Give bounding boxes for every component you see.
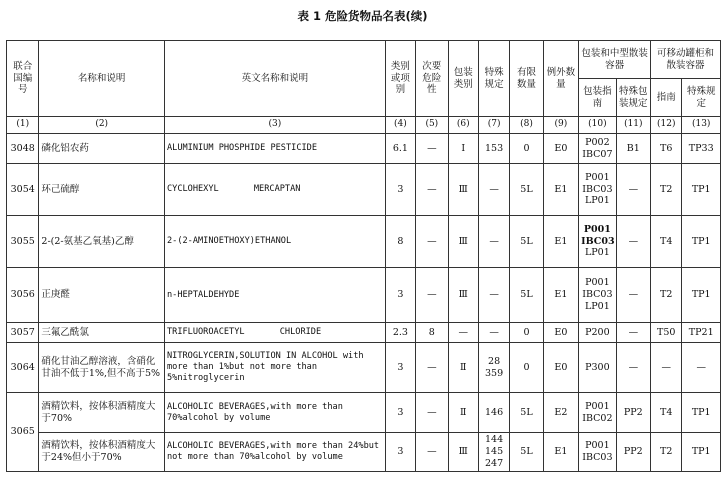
class-cell: 8 — [385, 216, 415, 268]
header-excepted-qty: 例外数量 — [543, 41, 578, 117]
un-number-cell: 3057 — [7, 323, 39, 343]
special-packing-cell: PP2 — [616, 433, 650, 472]
tank-instruction-cell: T2 — [651, 268, 682, 323]
header-packing-instruction: 包装指南 — [579, 79, 616, 117]
table-row — [7, 164, 721, 216]
column-number-row — [7, 117, 721, 134]
special-packing-cell: — — [616, 343, 650, 393]
name-cn-cell: 酒精饮料，按体积酒精度大于24%但小于70% — [39, 433, 165, 472]
header-name-cn: 名称和说明 — [39, 41, 165, 117]
dangerous-goods-table — [6, 40, 721, 472]
un-number-cell: 3054 — [7, 164, 39, 216]
limited-qty-cell: 0 — [510, 134, 543, 164]
table-row — [7, 134, 721, 164]
subsidiary-cell: — — [416, 393, 448, 433]
subsidiary-cell: — — [416, 268, 448, 323]
column-number: (10) — [579, 117, 616, 134]
column-number: (2) — [39, 117, 165, 134]
limited-qty-cell: 0 — [510, 323, 543, 343]
column-number: (6) — [448, 117, 478, 134]
limited-qty-cell: 5L — [510, 164, 543, 216]
packing-instruction-cell: P001 IBC03 LP01 — [579, 216, 616, 268]
subsidiary-cell: — — [416, 134, 448, 164]
table-row — [7, 268, 721, 323]
name-cn-cell: 2-(2-氨基乙氧基)乙醇 — [39, 216, 165, 268]
name-cn-cell: 三氟乙酰氯 — [39, 323, 165, 343]
special-provisions-cell: — — [478, 164, 509, 216]
un-number-cell: 3055 — [7, 216, 39, 268]
special-packing-cell: — — [616, 164, 650, 216]
special-packing-cell: — — [616, 216, 650, 268]
subsidiary-cell: — — [416, 164, 448, 216]
header-un-number: 联合国编号 — [7, 41, 39, 117]
special-provisions-cell: 144 145 247 — [478, 433, 509, 472]
class-cell: 3 — [385, 343, 415, 393]
tank-instruction-cell: T2 — [651, 433, 682, 472]
column-number: (3) — [164, 117, 385, 134]
header-subsidiary: 次要危险性 — [416, 41, 448, 117]
header-special-packing: 特殊包装规定 — [616, 79, 650, 117]
tank-special-cell: TP1 — [682, 216, 721, 268]
packing-instruction-cell: P200 — [579, 323, 616, 343]
special-provisions-cell: 28 359 — [478, 343, 509, 393]
subsidiary-cell: 8 — [416, 323, 448, 343]
subsidiary-cell: — — [416, 433, 448, 472]
limited-qty-cell: 0 — [510, 343, 543, 393]
limited-qty-cell: 5L — [510, 268, 543, 323]
excepted-qty-cell: E0 — [543, 343, 578, 393]
class-cell: 3 — [385, 268, 415, 323]
column-number: (1) — [7, 117, 39, 134]
excepted-qty-cell: E1 — [543, 216, 578, 268]
name-en-cell: ALUMINIUM PHOSPHIDE PESTICIDE — [164, 134, 385, 164]
header-packing-group: 包装类别 — [448, 41, 478, 117]
tank-special-cell: TP33 — [682, 134, 721, 164]
tank-instruction-cell: T4 — [651, 216, 682, 268]
packing-instruction-cell: P001 IBC03 LP01 — [579, 164, 616, 216]
name-en-cell: 2-(2-AMINOETHOXY)ETHANOL — [164, 216, 385, 268]
un-number-cell: 3064 — [7, 343, 39, 393]
name-en-cell: TRIFLUOROACETYL CHLORIDE — [164, 323, 385, 343]
special-packing-cell: PP2 — [616, 393, 650, 433]
un-number-cell: 3056 — [7, 268, 39, 323]
table-row — [7, 216, 721, 268]
header-tank-group: 可移动罐柜和散装容器 — [651, 41, 721, 79]
special-provisions-cell: — — [478, 323, 509, 343]
special-packing-cell: — — [616, 268, 650, 323]
packing-group-cell: Ⅱ — [448, 393, 478, 433]
name-cn-cell: 酒精饮料，按体积酒精度大于70% — [39, 393, 165, 433]
name-en-cell: ALCOHOLIC BEVERAGES,with more than 24%but not more than 70%alcohol by volume — [164, 433, 385, 472]
name-cn-cell: 硝化甘油乙醇溶液，含硝化甘油不低于1%,但不高于5% — [39, 343, 165, 393]
name-cn-cell: 环己硫醇 — [39, 164, 165, 216]
tank-special-cell: TP1 — [682, 433, 721, 472]
header-tank-instruction: 指南 — [651, 79, 682, 117]
excepted-qty-cell: E1 — [543, 433, 578, 472]
column-number: (12) — [651, 117, 682, 134]
class-cell: 2.3 — [385, 323, 415, 343]
packing-instruction-cell: P001 IBC03 LP01 — [579, 268, 616, 323]
class-cell: 6.1 — [385, 134, 415, 164]
packing-group-cell: Ⅲ — [448, 433, 478, 472]
header-limited-qty: 有限数量 — [510, 41, 543, 117]
excepted-qty-cell: E1 — [543, 268, 578, 323]
excepted-qty-cell: E0 — [543, 323, 578, 343]
header-special-provisions: 特殊规定 — [478, 41, 509, 117]
packing-instruction-cell: P001 IBC02 — [579, 393, 616, 433]
name-cn-cell: 磷化铝农药 — [39, 134, 165, 164]
subsidiary-cell: — — [416, 343, 448, 393]
table-row — [7, 343, 721, 393]
name-en-cell: NITROGLYCERIN,SOLUTION IN ALCOHOL with more than 1%but not more than 5%nitroglycerin — [164, 343, 385, 393]
header-packaging-group: 包装和中型散装容器 — [579, 41, 651, 79]
class-cell: 3 — [385, 164, 415, 216]
table-title: 表 1 危险货物品名表(续) — [297, 9, 428, 23]
excepted-qty-cell: E0 — [543, 134, 578, 164]
packing-instruction-cell: P002 IBC07 — [579, 134, 616, 164]
limited-qty-cell: 5L — [510, 433, 543, 472]
packing-group-cell: Ⅰ — [448, 134, 478, 164]
header-tank-special: 特殊规定 — [682, 79, 721, 117]
table-row — [7, 433, 721, 472]
column-number: (4) — [385, 117, 415, 134]
header-class: 类别或项别 — [385, 41, 415, 117]
packing-instruction-cell: P001 IBC03 — [579, 433, 616, 472]
tank-instruction-cell: T50 — [651, 323, 682, 343]
column-number: (7) — [478, 117, 509, 134]
tank-instruction-cell: T6 — [651, 134, 682, 164]
packing-instruction-cell: P300 — [579, 343, 616, 393]
un-number-cell: 3048 — [7, 134, 39, 164]
header-name-en: 英文名称和说明 — [164, 41, 385, 117]
special-packing-cell: B1 — [616, 134, 650, 164]
column-number: (9) — [543, 117, 578, 134]
tank-instruction-cell: — — [651, 343, 682, 393]
subsidiary-cell: — — [416, 216, 448, 268]
name-en-cell: ALCOHOLIC BEVERAGES,with more than 70%alcohol by volume — [164, 393, 385, 433]
column-number: (13) — [682, 117, 721, 134]
limited-qty-cell: 5L — [510, 393, 543, 433]
class-cell: 3 — [385, 393, 415, 433]
excepted-qty-cell: E1 — [543, 164, 578, 216]
tank-instruction-cell: T2 — [651, 164, 682, 216]
special-provisions-cell: — — [478, 268, 509, 323]
table-row — [7, 393, 721, 433]
packing-group-cell: Ⅲ — [448, 164, 478, 216]
column-number: (5) — [416, 117, 448, 134]
column-number: (8) — [510, 117, 543, 134]
limited-qty-cell: 5L — [510, 216, 543, 268]
special-provisions-cell: 146 — [478, 393, 509, 433]
special-provisions-cell: 153 — [478, 134, 509, 164]
packing-group-cell: Ⅱ — [448, 343, 478, 393]
special-packing-cell: — — [616, 323, 650, 343]
un-number-cell: 3065 — [7, 393, 39, 472]
tank-special-cell: TP1 — [682, 393, 721, 433]
packing-group-cell: Ⅲ — [448, 268, 478, 323]
tank-instruction-cell: T4 — [651, 393, 682, 433]
special-provisions-cell: — — [478, 216, 509, 268]
tank-special-cell: — — [682, 343, 721, 393]
column-number: (11) — [616, 117, 650, 134]
class-cell: 3 — [385, 433, 415, 472]
packing-group-cell: Ⅲ — [448, 216, 478, 268]
table-row — [7, 323, 721, 343]
packing-group-cell: — — [448, 323, 478, 343]
tank-special-cell: TP1 — [682, 268, 721, 323]
name-en-cell: n-HEPTALDEHYDE — [164, 268, 385, 323]
tank-special-cell: TP1 — [682, 164, 721, 216]
excepted-qty-cell: E2 — [543, 393, 578, 433]
name-cn-cell: 正庚醛 — [39, 268, 165, 323]
name-en-cell: CYCLOHEXYL MERCAPTAN — [164, 164, 385, 216]
tank-special-cell: TP21 — [682, 323, 721, 343]
